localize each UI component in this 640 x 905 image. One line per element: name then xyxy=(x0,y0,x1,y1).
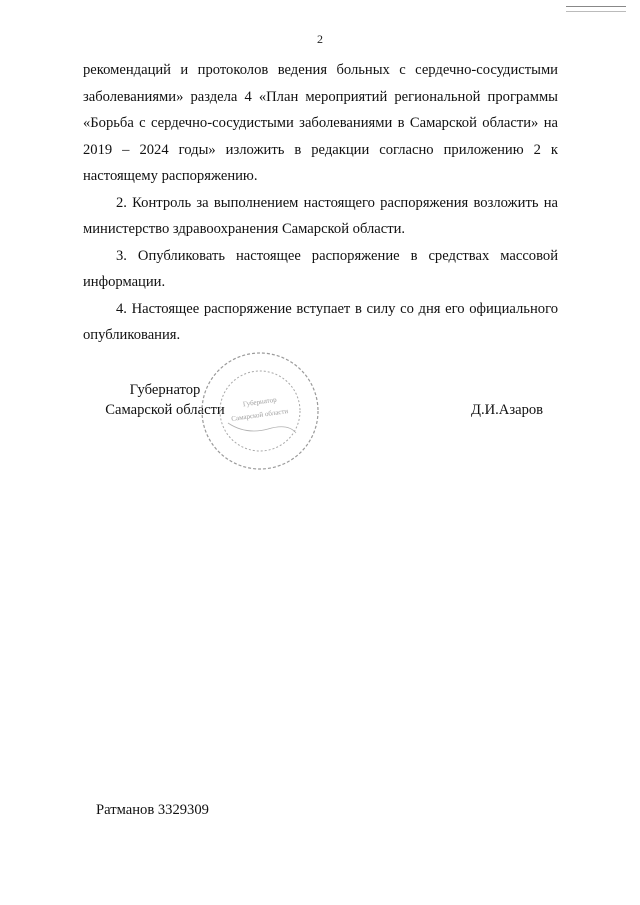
paragraph-item-3: 3. Опубликовать настоящее распоряжение в средствах массовой информации. xyxy=(83,247,558,290)
seal-text-top: Губернатор xyxy=(242,395,278,409)
official-seal-icon xyxy=(198,349,322,473)
signer-title-line1: Губернатор xyxy=(129,382,201,398)
document-body xyxy=(83,57,558,349)
scan-corner-mark xyxy=(566,6,626,12)
paragraph-item-2: 2. Контроль за выполнением настоящего распоряжения возложить на министерство здравоохранения Самарской области. xyxy=(83,194,558,237)
executor-footer: Ратманов 3329309 xyxy=(96,802,209,818)
seal-text-bottom: Самарской области xyxy=(230,407,289,423)
signer-title-line2: Самарской области xyxy=(105,402,225,418)
paragraph-item-4: 4. Настоящее распоряжение вступает в силу со дня его официального опубликования. xyxy=(83,300,558,343)
page-number: 2 xyxy=(317,32,323,46)
paragraph-continued: рекомендаций и протоколов ведения больных с сердечно-сосудистыми заболеваниями» раздела 4 «План мероприятий региональной программы «Борьба с сердечно-сосудистыми заболеваниями в Самарской области» на 2019 – 2024 годы» изложить в редакции согласно приложению 2 к настоящему распоряжению. xyxy=(83,62,558,184)
signer-name: Д.И.Азаров xyxy=(471,402,544,418)
